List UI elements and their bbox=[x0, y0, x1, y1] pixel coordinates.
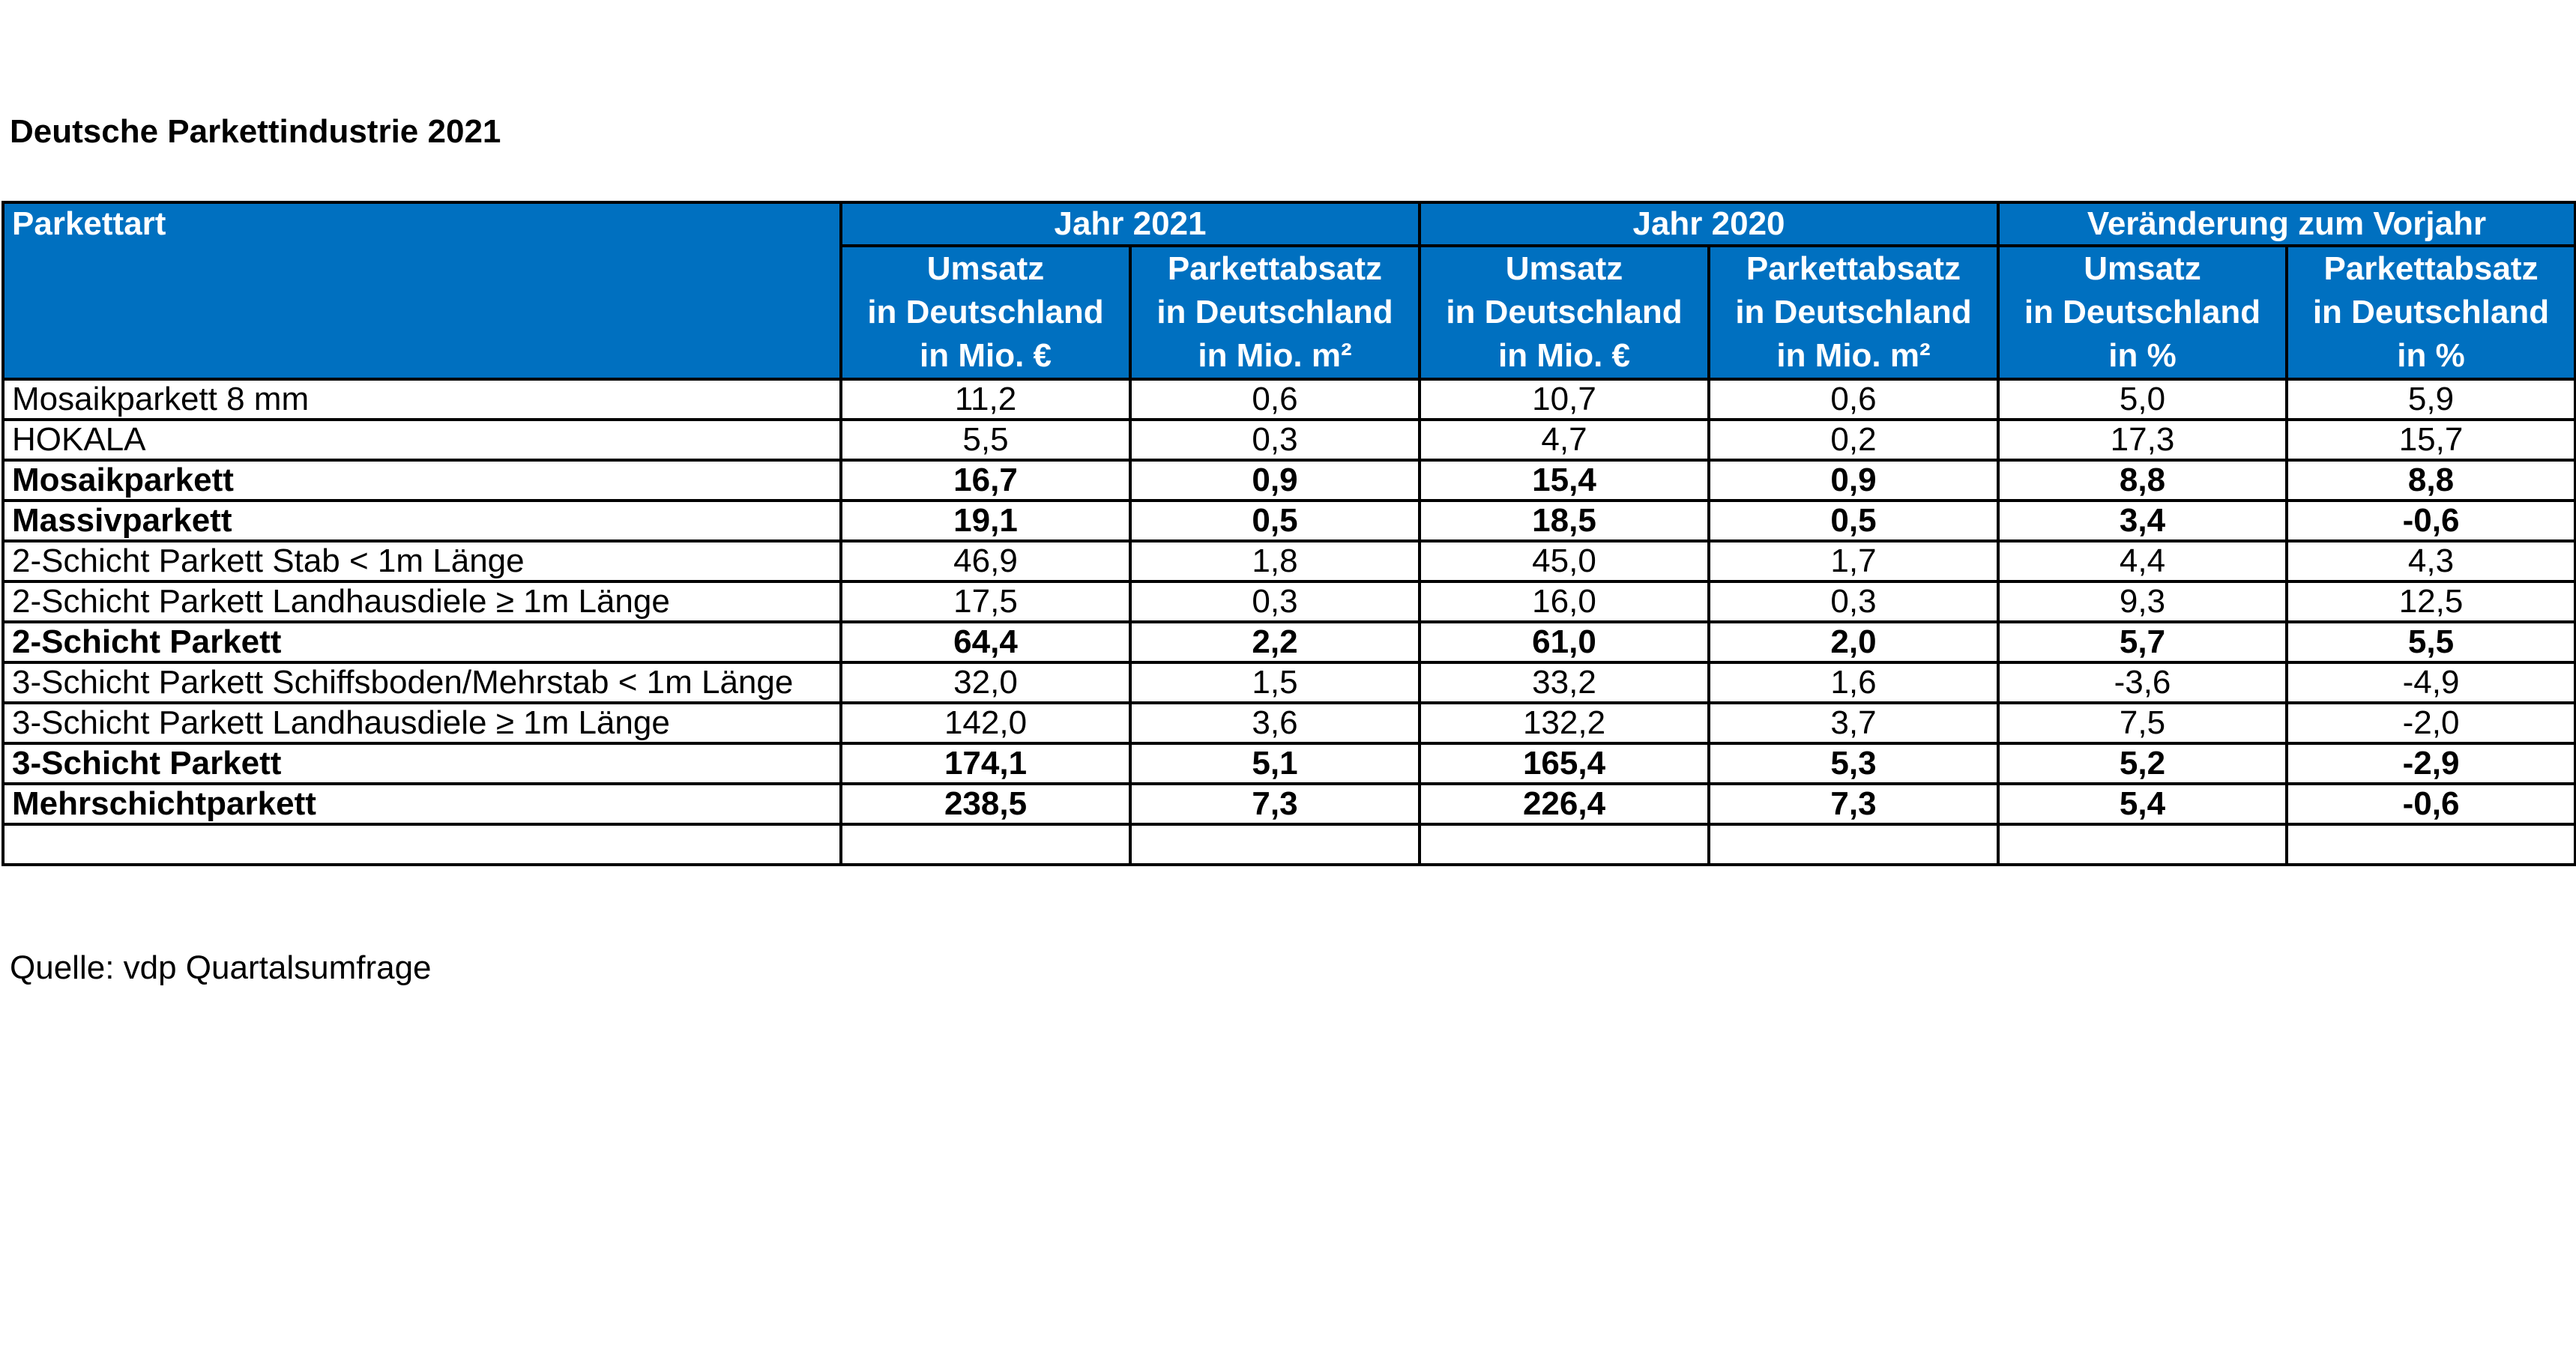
group-header-change: Veränderung zum Vorjahr bbox=[1998, 202, 2575, 246]
table-cell: 7,3 bbox=[1130, 784, 1420, 824]
table-cell: 12,5 bbox=[2287, 581, 2575, 622]
table-cell: 1,6 bbox=[1709, 662, 1998, 703]
table-cell: 4,4 bbox=[1998, 541, 2287, 581]
table-cell: 165,4 bbox=[1420, 743, 1709, 784]
table-cell: 1,5 bbox=[1130, 662, 1420, 703]
row-label: Mehrschichtparkett bbox=[3, 784, 841, 824]
table-cell: 10,7 bbox=[1420, 379, 1709, 420]
column-header-absatz-change: Parkettabsatz in Deutschland in % bbox=[2287, 246, 2575, 379]
table-cell: 226,4 bbox=[1420, 784, 1709, 824]
table-cell: -0,6 bbox=[2287, 784, 2575, 824]
table-cell: 33,2 bbox=[1420, 662, 1709, 703]
table-cell: 2,2 bbox=[1130, 622, 1420, 662]
table-cell: 132,2 bbox=[1420, 703, 1709, 743]
table-cell: 260,3 bbox=[1420, 824, 1709, 865]
table-cell: 5,4 bbox=[1998, 784, 2287, 824]
table-cell: 1,7 bbox=[1709, 541, 1998, 581]
table-cell: 0,4 bbox=[2287, 824, 2575, 865]
table-cell: -2,0 bbox=[2287, 703, 2575, 743]
table-cell: 15,7 bbox=[2287, 420, 2575, 460]
row-label: HOKALA bbox=[3, 420, 841, 460]
table-cell: 4,7 bbox=[1420, 420, 1709, 460]
table-cell: 1,8 bbox=[1130, 541, 1420, 581]
parquet-statistics-table bbox=[1, 201, 2576, 866]
table-cell: 16,0 bbox=[1420, 581, 1709, 622]
table-cell: 9,3 bbox=[1998, 581, 2287, 622]
subtotal-row bbox=[3, 784, 2575, 824]
column-header-umsatz-change: Umsatz in Deutschland in % bbox=[1998, 246, 2287, 379]
row-label: 2-Schicht Parkett bbox=[3, 622, 841, 662]
column-header-umsatz-2020: Umsatz in Deutschland in Mio. € bbox=[1420, 246, 1709, 379]
table-cell: 8,7 bbox=[1709, 824, 1998, 865]
table-cell: 5,4 bbox=[1998, 824, 2287, 865]
total-row bbox=[3, 824, 2575, 865]
subtotal-row bbox=[3, 501, 2575, 541]
table-cell: 17,5 bbox=[841, 581, 1130, 622]
table-cell: 46,9 bbox=[841, 541, 1130, 581]
row-label: 3-Schicht Parkett Landhausdiele ≥ 1m Länge bbox=[3, 703, 841, 743]
table-cell: 64,4 bbox=[841, 622, 1130, 662]
table-cell: 8,7 bbox=[1130, 824, 1420, 865]
header-group-row bbox=[3, 202, 2575, 246]
table-cell: 142,0 bbox=[841, 703, 1130, 743]
row-label: Massivparkett bbox=[3, 501, 841, 541]
table-cell: 3,4 bbox=[1998, 501, 2287, 541]
table-cell: 45,0 bbox=[1420, 541, 1709, 581]
group-header-2020: Jahr 2020 bbox=[1420, 202, 1998, 246]
subtotal-row bbox=[3, 460, 2575, 501]
table-cell: 17,3 bbox=[1998, 420, 2287, 460]
source-note: Quelle: vdp Quartalsumfrage bbox=[10, 949, 432, 986]
table-cell: 7,3 bbox=[1709, 784, 1998, 824]
row-label: 2-Schicht Parkett Landhausdiele ≥ 1m Länge bbox=[3, 581, 841, 622]
table-cell: 11,2 bbox=[841, 379, 1130, 420]
table-cell: 0,3 bbox=[1709, 581, 1998, 622]
table-cell: 18,5 bbox=[1420, 501, 1709, 541]
table-cell: 0,9 bbox=[1130, 460, 1420, 501]
table-row bbox=[3, 541, 2575, 581]
group-header-2021: Jahr 2021 bbox=[841, 202, 1420, 246]
column-header-absatz-2020: Parkettabsatz in Deutschland in Mio. m² bbox=[1709, 246, 1998, 379]
table-row bbox=[3, 379, 2575, 420]
table-cell: 238,5 bbox=[841, 784, 1130, 824]
row-label: 3-Schicht Parkett bbox=[3, 743, 841, 784]
table-row bbox=[3, 420, 2575, 460]
table-cell: 32,0 bbox=[841, 662, 1130, 703]
table-cell: -2,9 bbox=[2287, 743, 2575, 784]
table-cell: 5,3 bbox=[1709, 743, 1998, 784]
table-cell: -0,6 bbox=[2287, 501, 2575, 541]
table-cell: 5,0 bbox=[1998, 379, 2287, 420]
table-row bbox=[3, 662, 2575, 703]
subtotal-row bbox=[3, 622, 2575, 662]
table-cell: 5,2 bbox=[1998, 743, 2287, 784]
table-cell: 2,0 bbox=[1709, 622, 1998, 662]
table-cell: 0,5 bbox=[1709, 501, 1998, 541]
table-cell: 7,5 bbox=[1998, 703, 2287, 743]
row-label: 3-Schicht Parkett Schiffsboden/Mehrstab < 1m Länge bbox=[3, 662, 841, 703]
table-cell: 0,6 bbox=[1130, 379, 1420, 420]
column-header-parkettart: Parkettart bbox=[3, 202, 841, 379]
table-cell: 16,7 bbox=[841, 460, 1130, 501]
table-cell: 274,4 bbox=[841, 824, 1130, 865]
row-label: Mosaikparkett 8 mm bbox=[3, 379, 841, 420]
table-cell: 15,4 bbox=[1420, 460, 1709, 501]
table-cell: 0,3 bbox=[1130, 420, 1420, 460]
table-cell: 5,5 bbox=[2287, 622, 2575, 662]
row-label: 2-Schicht Parkett Stab < 1m Länge bbox=[3, 541, 841, 581]
table-cell: 0,3 bbox=[1130, 581, 1420, 622]
table-cell: 0,5 bbox=[1130, 501, 1420, 541]
table-cell: 5,5 bbox=[841, 420, 1130, 460]
table-cell: 8,8 bbox=[1998, 460, 2287, 501]
table-cell: 3,6 bbox=[1130, 703, 1420, 743]
column-header-absatz-2021: Parkettabsatz in Deutschland in Mio. m² bbox=[1130, 246, 1420, 379]
table-cell: 61,0 bbox=[1420, 622, 1709, 662]
row-label: Mosaikparkett bbox=[3, 460, 841, 501]
table-cell: 0,2 bbox=[1709, 420, 1998, 460]
table-cell: 19,1 bbox=[841, 501, 1130, 541]
table-cell: 3,7 bbox=[1709, 703, 1998, 743]
table-cell: 5,1 bbox=[1130, 743, 1420, 784]
table-cell: -4,9 bbox=[2287, 662, 2575, 703]
table-cell: 5,9 bbox=[2287, 379, 2575, 420]
page-title: Deutsche Parkettindustrie 2021 bbox=[10, 113, 501, 150]
table-cell: 8,8 bbox=[2287, 460, 2575, 501]
row-label: Parkett insgesamt bbox=[3, 824, 841, 865]
table-cell: 174,1 bbox=[841, 743, 1130, 784]
subtotal-row bbox=[3, 743, 2575, 784]
table-cell: 4,3 bbox=[2287, 541, 2575, 581]
table-row bbox=[3, 581, 2575, 622]
column-header-umsatz-2021: Umsatz in Deutschland in Mio. € bbox=[841, 246, 1130, 379]
table-cell: 0,9 bbox=[1709, 460, 1998, 501]
table-cell: -3,6 bbox=[1998, 662, 2287, 703]
table-cell: 0,6 bbox=[1709, 379, 1998, 420]
table-row bbox=[3, 703, 2575, 743]
table-cell: 5,7 bbox=[1998, 622, 2287, 662]
